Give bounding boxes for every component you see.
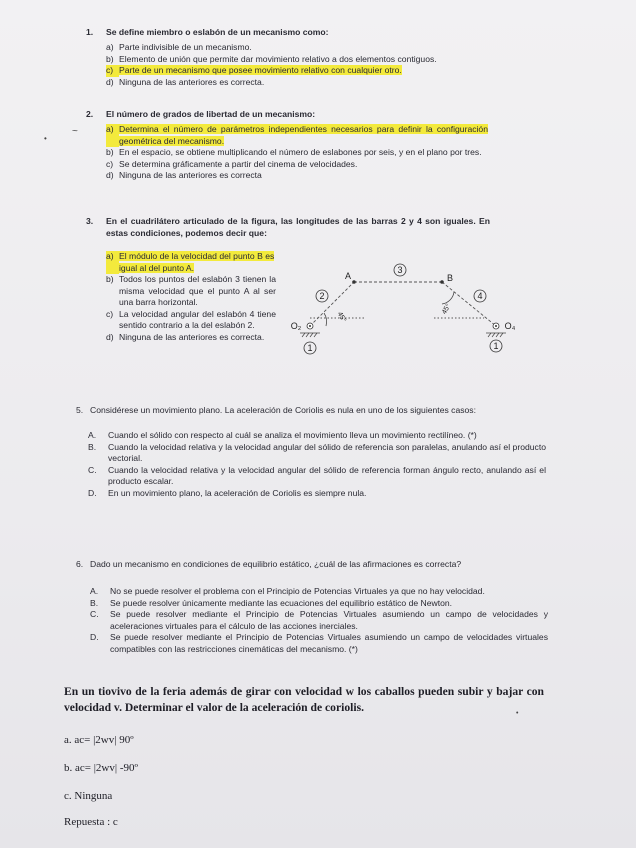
link-4-label: 4 (477, 291, 483, 301)
question-number: 5. (76, 405, 84, 415)
point-a-dot (352, 280, 356, 284)
question-1 (86, 26, 486, 88)
question-3 (86, 215, 490, 239)
angle-label: 45° (335, 310, 347, 324)
highlighted-answer: a) (106, 251, 119, 274)
question-text: Se define miembro o eslabón de un mecanismo como: (106, 27, 329, 37)
option-c: C. Cuando la velocidad relativa y la velocidad angular del sólido de referencia forman ángulo recto, anulando así el producto escalar. (88, 464, 546, 486)
question-text: Considérese un movimiento plano. La aceleración de Coriolis es nula en uno de los siguientes casos: (90, 405, 476, 415)
point-b-dot (440, 280, 444, 284)
tiovivo-option-b: b. ac= |2wv| -90º (64, 762, 138, 774)
option-a: A. Cuando el sólido con respecto al cuál se analiza el movimiento lleva un movimiento rectilíneo. (*) (88, 430, 477, 440)
option-d: d) Ninguna de las anteriores es correcta (106, 170, 262, 180)
option-b: b) Elemento de unión que permite dar movimiento relativo a dos elementos contiguos. (106, 53, 437, 64)
option-a: A. No se puede resolver el problema con el Principio de Potencias Virtuales ya que no hay velocidad. (90, 586, 485, 596)
angle-arc (442, 292, 454, 304)
option-list (90, 586, 548, 655)
option-a (106, 251, 276, 274)
question-text: Dado un mecanismo en condiciones de equilibrio estático, ¿cuál de las afirmaciones es correcta? (90, 559, 462, 569)
highlighted-answer: El módulo de la velocidad del punto B es igual al del punto A. (119, 251, 275, 273)
option-b: b) En el espacio, se obtiene multiplicando el número de eslabones por seis, y en el plano por tres. (106, 147, 482, 157)
tiovivo-option-a: a. ac= |2wv| 90º (64, 734, 134, 746)
option-d: D. En un movimiento plano, la aceleración de Coriolis es siempre nula. (88, 487, 367, 498)
question-3-options (106, 251, 276, 343)
highlighted-answer: Parte de un mecanismo que posee movimiento relativo con cualquier otro. (119, 65, 402, 75)
option-b: b) Todos los puntos del eslabón 3 tienen la misma velocidad que el punto A al ser una barra horizontal. (106, 274, 276, 307)
question-2 (86, 108, 488, 182)
option-c: C. Se puede resolver mediante el Principio de Potencias Virtuales asumiendo un campo de velocidades y aceleraciones virtuales para el cálculo de las acciones inerciales. (90, 609, 548, 631)
point-b-label: B (446, 273, 454, 283)
option-list (106, 124, 488, 182)
point-a-label: A (344, 271, 352, 281)
ground-hatch-icon (486, 333, 506, 337)
option-a (106, 124, 488, 147)
link-1-label: 1 (493, 341, 499, 351)
option-d: d) Ninguna de las anteriores es correcta. (106, 76, 265, 87)
highlighted-answer: a) (106, 124, 119, 147)
stray-mark: • (44, 134, 47, 143)
question-text: El número de grados de libertad de un mecanismo: (106, 109, 316, 119)
tiovivo-option-c: c. Ninguna (64, 790, 113, 802)
option-list (88, 430, 546, 499)
link-2-label: 2 (319, 291, 325, 301)
option-c: c) La velocidad angular del eslabón 4 tiene sentido contrario a la del eslabón 2. (106, 308, 276, 330)
link-3-label: 3 (397, 265, 403, 275)
highlighted-answer: Determina el número de parámetros independientes necesarios para definir la configuración geométrica del mecanismo. (119, 124, 488, 146)
stray-mark: ~ (72, 126, 78, 137)
option-b: B. Cuando la velocidad relativa y la velocidad angular del sólido de referencia son paralelas, anulando así el producto vectorial. (88, 441, 546, 463)
stray-mark: • (516, 710, 519, 717)
highlighted-answer: c) (106, 65, 119, 77)
option-b: B. Se puede resolver únicamente mediante las ecuaciones del equilibrio estático de Newton. (90, 597, 453, 608)
question-number: 6. (76, 559, 84, 569)
option-c: c) Se determina gráficamente a partir del cinema de velocidades. (106, 158, 358, 169)
angle-arc (324, 313, 327, 326)
option-d: d) Ninguna de las anteriores es correcta. (106, 331, 265, 342)
question-number: 3. (86, 216, 94, 226)
four-bar-linkage-figure (284, 258, 524, 358)
link-1-label: 1 (307, 343, 313, 353)
angle-label: 45° (441, 302, 453, 316)
question-text: En el cuadrilátero articulado de la figura, las longitudes de las barras 2 y 4 son iguales. En estas condiciones, podemos decir que: (106, 216, 490, 238)
question-number: 2. (86, 109, 94, 119)
option-d: D. Se puede resolver mediante el Principio de Potencias Virtuales asumiendo un campo de velocidades virtuales compatibles con las restricciones cinemáticas del mecanismo. (*) (90, 632, 548, 654)
ground-hatch-icon (300, 333, 320, 337)
pivot-o4-label: O₄ (504, 321, 516, 331)
option-c (106, 65, 486, 77)
tiovivo-question: En un tiovivo de la feria además de girar con velocidad w los caballos pueden subir y bajar con velocidad v. Determinar el valor de la aceleración de coriolis. (64, 685, 544, 714)
link-4-line (442, 282, 496, 326)
answer-line: Repuesta : c (64, 816, 118, 828)
pivot-o2-label: O₂ (290, 321, 302, 331)
question-number: 1. (86, 27, 94, 37)
option-list (106, 42, 486, 88)
option-a: a) Parte indivisible de un mecanismo. (106, 42, 252, 52)
question-5 (76, 404, 546, 499)
question-6 (76, 558, 548, 655)
